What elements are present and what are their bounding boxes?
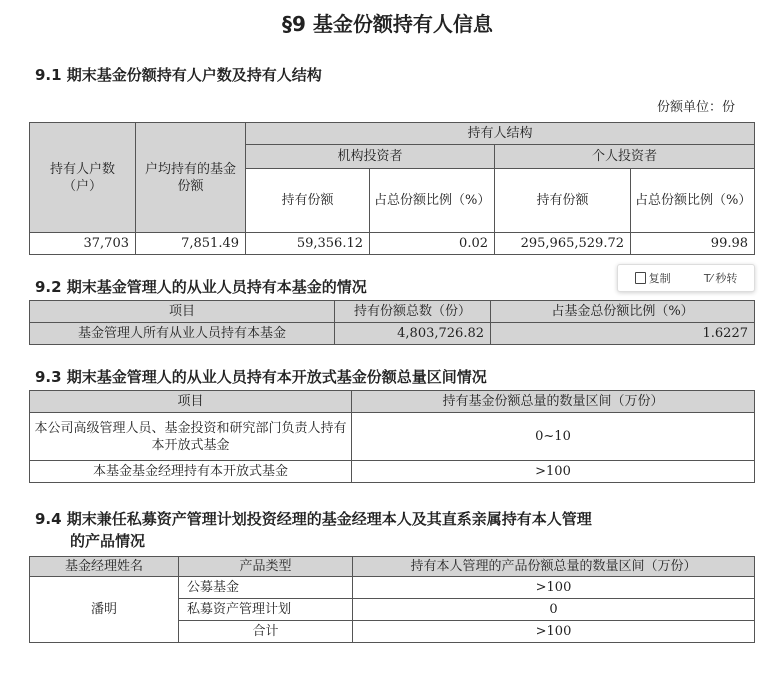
header-range: 持有本人管理的产品份额总量的数量区间（万份） bbox=[353, 557, 755, 577]
header-avg-share: 户均持有的基金份额 bbox=[136, 123, 246, 233]
header-manager: 基金经理姓名 bbox=[30, 557, 179, 577]
header-item: 项目 bbox=[30, 301, 335, 323]
section-9-4-heading: 9.4 期末兼任私募资产管理计划投资经理的基金经理本人及其直系亲属持有本人管理 bbox=[35, 510, 592, 528]
section-9-1-heading: 9.1 期末基金份额持有人户数及持有人结构 bbox=[35, 66, 322, 84]
cell-manager-name: 潘明 bbox=[30, 577, 179, 643]
cell-product-type: 私募资产管理计划 bbox=[179, 599, 353, 621]
table-row bbox=[30, 577, 755, 599]
cell-ind-share: 295,965,529.72 bbox=[495, 233, 631, 255]
cell-ind-ratio: 99.98 bbox=[631, 233, 755, 255]
section-9-2-heading: 9.2 期末基金管理人的从业人员持有本基金的情况 bbox=[35, 278, 367, 296]
cell-item: 基金管理人所有从业人员持有本基金 bbox=[30, 323, 335, 345]
cell-avg-share: 7,851.49 bbox=[136, 233, 246, 255]
cell-range: >100 bbox=[353, 577, 755, 599]
cell-product-type: 公募基金 bbox=[179, 577, 353, 599]
cell-total-share: 4,803,726.82 bbox=[335, 323, 491, 345]
header-institutional: 机构投资者 bbox=[246, 145, 495, 169]
cell-range: 0~10 bbox=[352, 413, 755, 461]
table-row bbox=[30, 461, 755, 483]
holding-range-table bbox=[29, 390, 755, 483]
header-inst-share: 持有份额 bbox=[246, 169, 370, 233]
cell-inst-ratio: 0.02 bbox=[370, 233, 495, 255]
translate-label: 秒转 bbox=[715, 272, 738, 285]
table-row bbox=[30, 233, 755, 255]
translate-button[interactable] bbox=[704, 270, 738, 286]
page-title: §9 基金份额持有人信息 bbox=[282, 12, 493, 36]
header-ratio: 占基金总份额比例（%） bbox=[491, 301, 755, 323]
header-structure: 持有人结构 bbox=[246, 123, 755, 145]
table-row bbox=[30, 323, 755, 345]
cell-product-type: 合计 bbox=[179, 621, 353, 643]
cell-holders: 37,703 bbox=[30, 233, 136, 255]
copy-icon bbox=[635, 272, 646, 284]
section-9-3-heading: 9.3 期末基金管理人的从业人员持有本开放式基金份额总量区间情况 bbox=[35, 368, 487, 386]
header-product-type: 产品类型 bbox=[179, 557, 353, 577]
header-holders: 持有人户数（户） bbox=[30, 123, 136, 233]
copy-label: 复制 bbox=[648, 272, 671, 285]
staff-holding-table bbox=[29, 300, 755, 345]
header-ind-ratio: 占总份额比例（%） bbox=[631, 169, 755, 233]
header-item: 项目 bbox=[30, 391, 352, 413]
header-range: 持有基金份额总量的数量区间（万份） bbox=[352, 391, 755, 413]
cell-item: 本公司高级管理人员、基金投资和研究部门负责人持有本开放式基金 bbox=[30, 413, 352, 461]
copy-button[interactable] bbox=[635, 270, 671, 286]
header-ind-share: 持有份额 bbox=[495, 169, 631, 233]
floating-toolbar bbox=[617, 264, 755, 292]
unit-note: 份额单位：份 bbox=[656, 100, 735, 115]
header-inst-ratio: 占总份额比例（%） bbox=[370, 169, 495, 233]
private-product-table bbox=[29, 556, 755, 643]
header-individual: 个人投资者 bbox=[495, 145, 755, 169]
header-total-share: 持有份额总数（份） bbox=[335, 301, 491, 323]
cell-range: >100 bbox=[353, 621, 755, 643]
table-row bbox=[30, 413, 755, 461]
cell-range: >100 bbox=[352, 461, 755, 483]
cell-range: 0 bbox=[353, 599, 755, 621]
translate-icon: T⁄ bbox=[703, 271, 713, 285]
holder-structure-table bbox=[29, 122, 755, 255]
cell-item: 本基金基金经理持有本开放式基金 bbox=[30, 461, 352, 483]
cell-inst-share: 59,356.12 bbox=[246, 233, 370, 255]
section-9-4-heading-cont: 的产品情况 bbox=[70, 532, 146, 550]
cell-ratio: 1.6227 bbox=[491, 323, 755, 345]
